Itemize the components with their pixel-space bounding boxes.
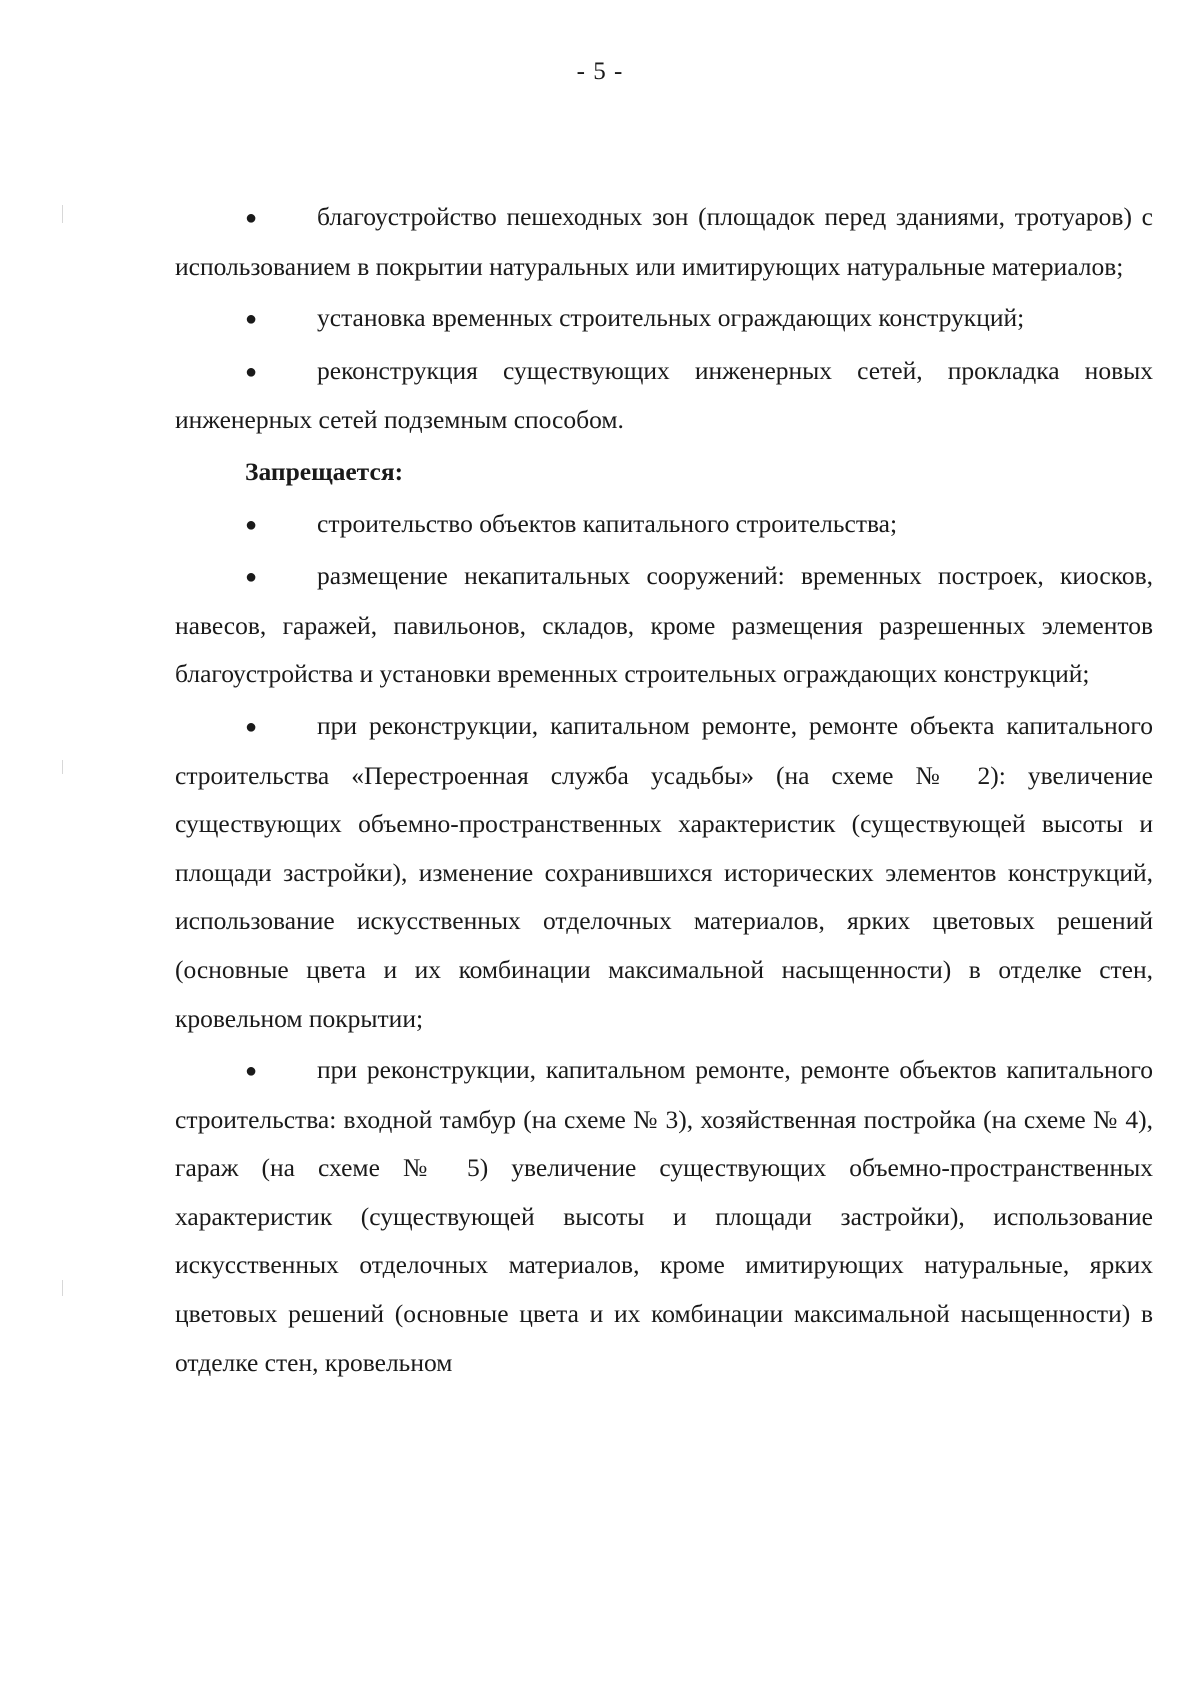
paragraph-text: установка временных строительных ограждающих конструкций;	[317, 303, 1025, 333]
bullet-paragraph	[175, 552, 1153, 699]
bullet-icon: ●	[245, 566, 258, 589]
bullet-icon: ●	[245, 207, 258, 229]
page-number: - 5 -	[576, 58, 624, 85]
section-heading: Запрещается:	[245, 456, 404, 486]
bullet-icon: ●	[245, 1060, 258, 1083]
document-body	[175, 193, 1153, 1387]
bullet-icon: ●	[245, 715, 258, 738]
bullet-icon: ●	[245, 513, 258, 536]
paragraph-text: при реконструкции, капитальном ремонте, ремонте объектов капитального строительства: входной тамбур (на схеме № 3), хозяйственная постройка (на схеме № 4), гараж (на схеме № 5) увеличение существующих объемно-пространственных характеристик (существующей высоты и площади застройки), использование искусственных отделочных материалов, кроме имитирующих натуральные, ярких цветовых решений (основные цвета и их комбинации максимальной насыщенности) в отделке стен, кровельном	[175, 1055, 1153, 1377]
bullet-icon: ●	[245, 308, 258, 331]
paragraph-text: при реконструкции, капитальном ремонте, ремонте объекта капитального строительства «Перестроенная служба усадьбы» (на схеме № 2): увеличение существующих объемно-пространственных характеристик (существующей высоты и площади застройки), изменение сохранившихся исторических элементов конструкций, использование искусственных отделочных материалов, ярких цветовых решений (основные цвета и их комбинации максимальной насыщенности) в отделке стен, кровельном покрытии;	[175, 710, 1153, 1033]
paragraph-text: благоустройство пешеходных зон (площадок перед зданиями, тротуаров) с использованием в покрытии натуральных или имитирующих натуральные материалов;	[175, 202, 1153, 281]
paragraph-text: размещение некапитальных сооружений: временных построек, киосков, навесов, гаражей, павильонов, складов, кроме размещения разрешенных элементов благоустройства и установки временных строительных ограждающих конструкций;	[175, 561, 1153, 689]
bullet-paragraph	[175, 347, 1153, 445]
scan-artifact-mark	[62, 1280, 63, 1296]
scan-artifact-mark	[62, 205, 63, 223]
bullet-paragraph	[175, 294, 1153, 344]
bullet-paragraph	[175, 1046, 1153, 1387]
paragraph-text: реконструкция существующих инженерных сетей, прокладка новых инженерных сетей подземным способом.	[175, 355, 1153, 435]
bullet-paragraph	[175, 193, 1153, 291]
scan-artifact-mark	[62, 760, 63, 774]
bullet-paragraph	[175, 702, 1153, 1043]
paragraph-text: строительство объектов капитального строительства;	[317, 508, 898, 538]
bullet-icon: ●	[245, 360, 258, 383]
bullet-paragraph	[175, 500, 1153, 550]
